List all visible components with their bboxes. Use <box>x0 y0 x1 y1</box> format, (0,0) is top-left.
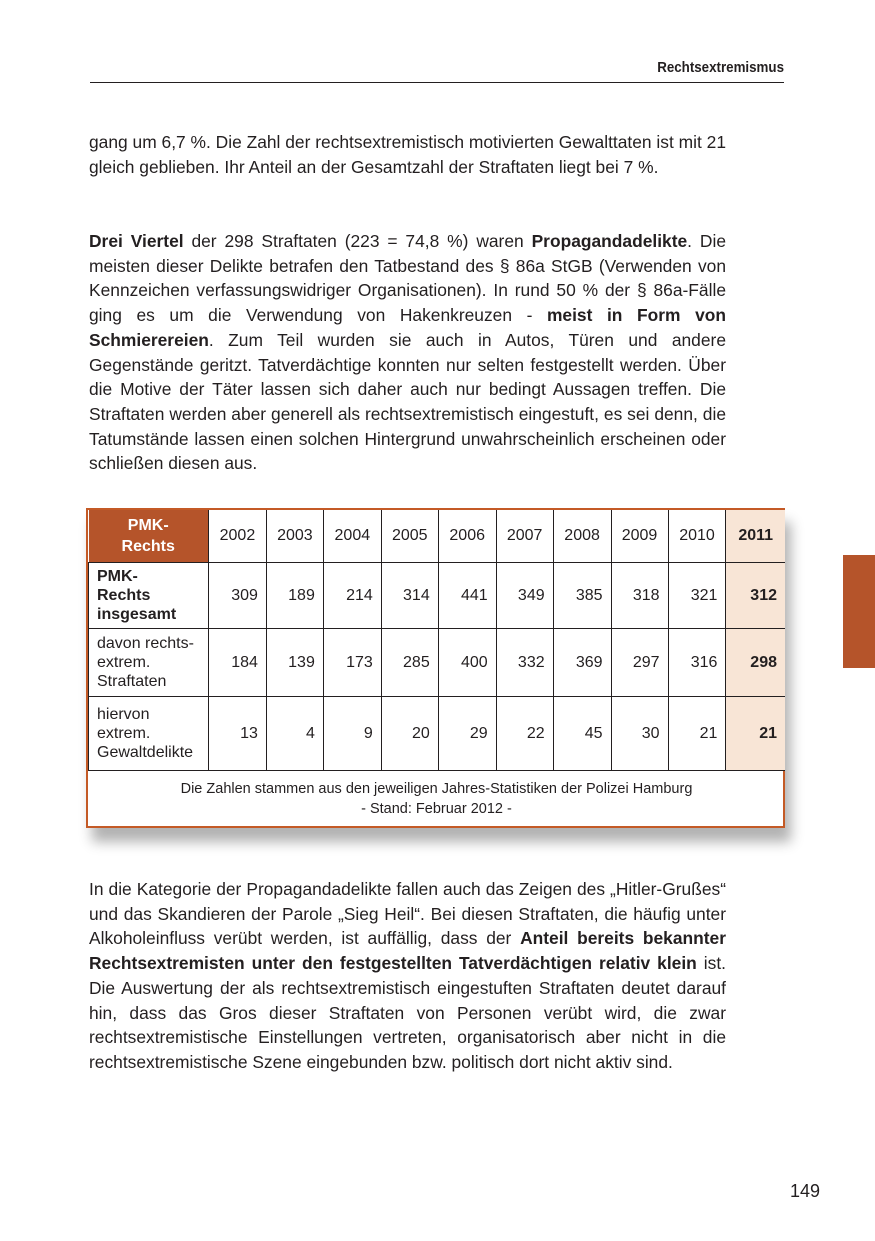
table-cell: 309 <box>208 563 266 629</box>
table-caption <box>88 779 785 819</box>
table-cell: 214 <box>323 563 381 629</box>
year-header: 2010 <box>668 510 726 563</box>
table-cell: 173 <box>323 629 381 697</box>
paragraph-1: gang um 6,7 %. Die Zahl der rechtsextremistisch motivierten Gewalttaten ist mit 21 gleich geblieben. Ihr Anteil an der Gesamtzahl der Straftaten liegt bei 7 %. <box>89 132 726 177</box>
row-label-line: davon rechts- <box>97 635 194 652</box>
table-row <box>89 629 786 697</box>
table-cell-highlight: 21 <box>726 697 785 771</box>
bold-schmierereien: meist in Form von Schmierereien <box>89 305 726 350</box>
table-cell: 13 <box>208 697 266 771</box>
year-header: 2003 <box>266 510 323 563</box>
table-cell: 349 <box>496 563 553 629</box>
table-cell: 4 <box>266 697 323 771</box>
table-cell: 45 <box>553 697 611 771</box>
table-cell: 321 <box>668 563 726 629</box>
year-header: 2009 <box>611 510 668 563</box>
table-cell: 21 <box>668 697 726 771</box>
paragraph-2-text-1: der 298 Straftaten (223 = 74,8 %) waren <box>183 231 532 251</box>
bold-drei-viertel: Drei Viertel <box>89 231 184 251</box>
table-header-row <box>89 510 786 563</box>
year-header: 2006 <box>438 510 496 563</box>
table-cell: 285 <box>381 629 438 697</box>
row-label-line: Straftaten <box>97 673 167 690</box>
row-label-line: insgesamt <box>97 606 177 623</box>
year-header: 2005 <box>381 510 438 563</box>
chapter-side-tab <box>843 555 875 668</box>
table-corner-header <box>89 510 209 563</box>
table-cell: 441 <box>438 563 496 629</box>
year-header: 2004 <box>323 510 381 563</box>
row-label-line: Gewaltdelikte <box>97 744 194 761</box>
table-row <box>89 697 786 771</box>
header-rule <box>90 82 784 83</box>
year-header: 2002 <box>208 510 266 563</box>
paragraph-3-text-1: In die Kategorie der Propagandadelikte fallen auch das Zeigen des „Hitler-Grußes“ und das Skandieren der Parole „Sieg Heil“. Bei diesen Straftaten, die häufig unter Alkoholeinfluss verübt werden, ist auffällig, dass der <box>89 879 726 949</box>
paragraph-2-text-2: . Die meisten dieser Delikte betrafen den Tatbestand des § 86a StGB (Verwenden von Kennzeichen verfassungswidriger Organisationen). In rund 50 % der § 86a-Fälle ging es um die Verwendung von Hakenkreuzen - <box>89 231 726 326</box>
page-number: 149 <box>789 1181 820 1201</box>
year-header: 2008 <box>553 510 611 563</box>
table-cell: 297 <box>611 629 668 697</box>
year-header: 2007 <box>496 510 553 563</box>
table-cell: 139 <box>266 629 323 697</box>
table-cell: 30 <box>611 697 668 771</box>
bold-anteil: Anteil bereits bekannter Rechtsextremisten unter den festgestellten Tatverdächtigen relativ klein <box>89 928 726 974</box>
row-label-line: PMK- <box>97 568 138 585</box>
table-cell-highlight: 312 <box>726 563 785 629</box>
table-cell: 22 <box>496 697 553 771</box>
table-cell: 385 <box>553 563 611 629</box>
paragraph-3 <box>89 877 726 1075</box>
statistics-table <box>88 510 785 771</box>
row-label-line: hiervon <box>97 706 150 723</box>
table-cell: 20 <box>381 697 438 771</box>
table-cell: 318 <box>611 563 668 629</box>
paragraph-3-text-2: ist. Die Auswertung der als rechtsextremistisch eingestuften Straftaten deutet darauf hin, dass das Gros dieser Straftaten von Personen verübt wird, die zwar rechtsextremistische Einstellungen vertreten, organisatorisch aber nicht in die rechtsextremistische Szene eingebunden bzw. politisch dort nicht aktiv sind. <box>89 953 726 1072</box>
table-cell: 369 <box>553 629 611 697</box>
year-header-highlight: 2011 <box>726 510 785 563</box>
row-label-line: extrem. <box>97 654 151 671</box>
row-label <box>89 697 209 771</box>
table-cell: 29 <box>438 697 496 771</box>
table-cell: 316 <box>668 629 726 697</box>
caption-line-1: Die Zahlen stammen aus den jeweiligen Jahres-Statistiken der Polizei Hamburg <box>180 781 693 797</box>
running-title: Rechtsextremismus <box>657 60 784 76</box>
corner-line-2: Rechts <box>121 538 175 555</box>
caption-line-2: - Stand: Februar 2012 - <box>361 801 512 817</box>
table-row <box>89 563 786 629</box>
table-cell: 332 <box>496 629 553 697</box>
row-label-line: Rechts <box>97 587 151 604</box>
bold-propagandadelikte: Propagandadelikte <box>531 231 688 251</box>
table-cell: 9 <box>323 697 381 771</box>
table-cell: 184 <box>208 629 266 697</box>
table-cell-highlight: 298 <box>726 629 785 697</box>
statistics-table-box <box>86 508 785 828</box>
table-cell: 314 <box>381 563 438 629</box>
corner-line-1: PMK- <box>127 517 169 534</box>
paragraph-2-text-3: . Zum Teil wurden sie auch in Autos, Türen und andere Gegenstände geritzt. Tatverdächtige konnten nur selten festgestellt werden. Über die Motive der Täter lassen sich daher auch nur bedingt Aussagen treffen. Die Straftaten werden aber generell als rechtsextremistisch eingestuft, es sei denn, die Tatumstände lassen einen solchen Hintergrund unwahrscheinlich erscheinen oder schließen diesen aus. <box>89 329 726 474</box>
table-cell: 400 <box>438 629 496 697</box>
row-label-line: extrem. <box>97 725 151 742</box>
row-label <box>89 629 209 697</box>
table-cell: 189 <box>266 563 323 629</box>
row-label <box>89 563 209 629</box>
paragraph-2 <box>89 229 726 476</box>
